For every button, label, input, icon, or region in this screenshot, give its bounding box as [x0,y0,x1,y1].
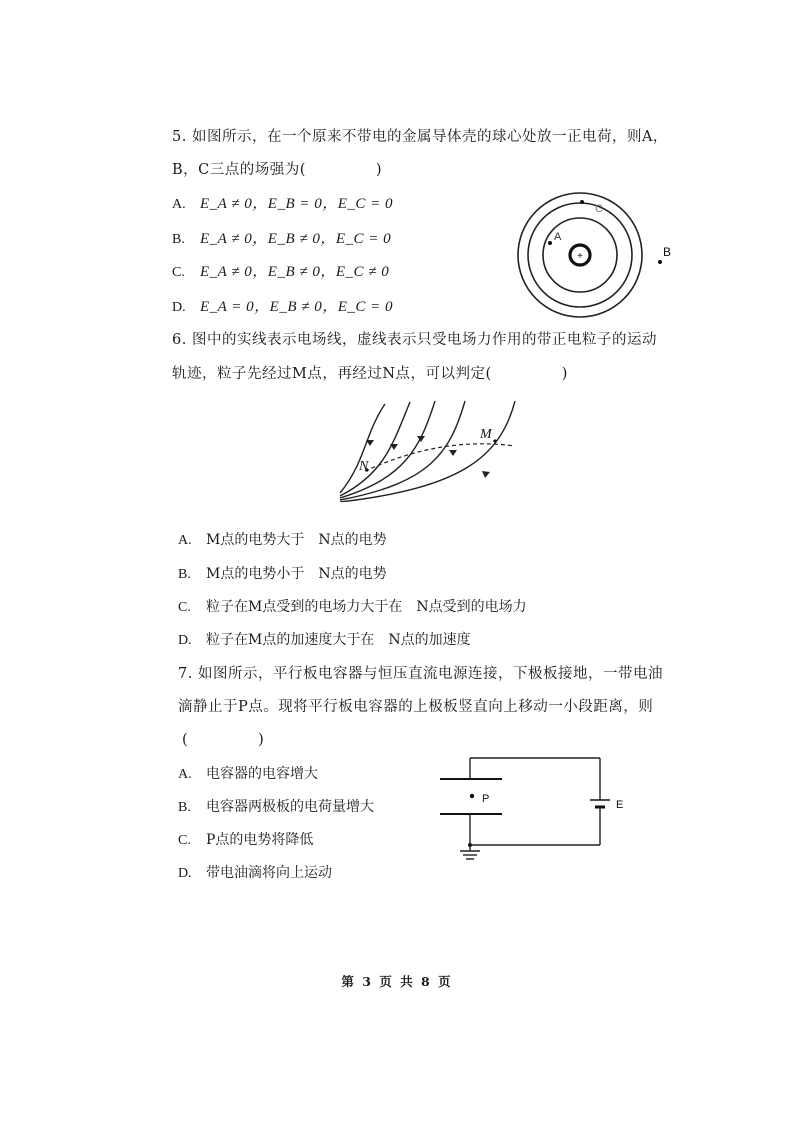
point-m-label: M [480,427,492,442]
q5-option-c[interactable] [172,262,389,283]
q6-option-a-text: M点的电势大于 N点的电势 [206,532,387,548]
q6-option-a[interactable] [178,530,387,551]
q7-stem-line1: 7. 如图所示，平行板电容器与恒压直流电源连接，下极板接地，一带电油 [178,666,663,682]
field-line-3 [340,401,435,498]
q6-option-c-text: 粒子在M点受到的电场力大于在 N点受到的电场力 [206,599,527,615]
page-footer: 第 3 页 共 8 页 [341,974,453,989]
oil-drop-p-dot [470,794,474,798]
point-c-dot [580,200,584,204]
q7-option-d-text: 带电油滴将向上运动 [206,865,332,881]
q7-option-b-label: B. [178,800,191,815]
q6-option-b[interactable] [178,564,387,585]
q7-stem-line3 [182,730,264,750]
q7-option-c[interactable] [178,830,313,851]
field-arrow-5 [482,471,490,478]
field-arrow-1 [366,440,374,446]
q6-option-d-label: D. [178,633,192,648]
q5-option-b-text: E_A ≠ 0，E_B ≠ 0，E_C = 0 [200,231,392,247]
q6-option-c[interactable] [178,597,527,618]
q5-option-b-label: B. [172,232,185,247]
q5-option-a-text: E_A ≠ 0，E_B = 0，E_C = 0 [200,196,394,212]
q5-option-a[interactable] [172,194,393,215]
central-charge-sign: + [577,251,583,262]
point-b-label: B [663,245,672,259]
q6-stem-line2 [172,364,568,384]
q7-option-a-label: A. [178,767,192,782]
q5-stem-line2-close: ) [375,162,383,178]
q6-option-b-text: M点的电势小于 N点的电势 [206,566,387,582]
q5-option-d-label: D. [172,300,186,315]
q7-option-d[interactable] [178,863,332,884]
q5-stem-line2 [172,160,382,180]
q5-option-a-label: A. [172,197,186,212]
point-n-label: N [359,459,369,474]
q7-stem-line3-open: ( [182,732,189,748]
field-line-1 [340,404,385,493]
particle-trajectory [365,444,515,471]
q7-option-b[interactable] [178,797,374,818]
q6-field-lines-figure [335,398,525,502]
q7-option-c-text: P点的电势将降低 [206,832,314,848]
q7-option-a-text: 电容器的电容增大 [206,766,318,782]
point-a-dot [548,241,552,245]
field-arrow-4 [449,450,457,456]
q5-option-c-label: C. [172,265,185,280]
q5-option-c-text: E_A ≠ 0，E_B ≠ 0，E_C ≠ 0 [200,264,390,280]
field-line-2 [340,402,410,496]
point-m-dot [493,439,496,442]
point-b-dot [658,260,662,264]
q7-option-b-text: 电容器两极板的电荷量增大 [206,799,374,815]
q7-option-c-label: C. [178,833,191,848]
q6-stem-line2-close: ) [561,366,568,382]
q5-conductor-shell-figure [515,180,685,330]
q6-stem-line2-text: 轨迹，粒子先经过M点，再经过N点，可以判定( [172,366,492,382]
q6-stem-line1: 6. 图中的实线表示电场线，虚线表示只受电场力作用的带正电粒子的运动 [172,332,657,348]
point-c-label: C [595,203,603,215]
q7-stem-line3-close: ) [258,732,265,748]
q6-option-b-label: B. [178,567,191,582]
battery-e-label: E [616,799,624,811]
q7-stem-line2: 滴静止于P点。现将平行板电容器的上极板竖直向上移动一小段距离，则 [178,699,654,715]
field-line-5 [340,401,515,502]
q7-option-a[interactable] [178,764,318,785]
q6-option-d-text: 粒子在M点的加速度大于在 N点的加速度 [206,632,471,648]
q7-option-d-label: D. [178,866,192,881]
q5-stem-line2-text: B，C三点的场强为( [172,162,306,178]
q5-option-d[interactable] [172,297,393,318]
point-p-label: P [482,793,490,805]
q5-option-b[interactable] [172,229,391,250]
q7-capacitor-circuit-figure [430,750,630,865]
q6-option-d[interactable] [178,630,471,651]
q5-option-d-text: E_A = 0，E_B ≠ 0，E_C = 0 [200,299,394,315]
q6-option-c-label: C. [178,600,191,615]
q6-option-a-label: A. [178,533,192,548]
q5-stem-line1: 5. 如图所示，在一个原来不带电的金属导体壳的球心处放一正电荷，则A， [172,129,668,145]
point-a-label: A [554,231,562,243]
